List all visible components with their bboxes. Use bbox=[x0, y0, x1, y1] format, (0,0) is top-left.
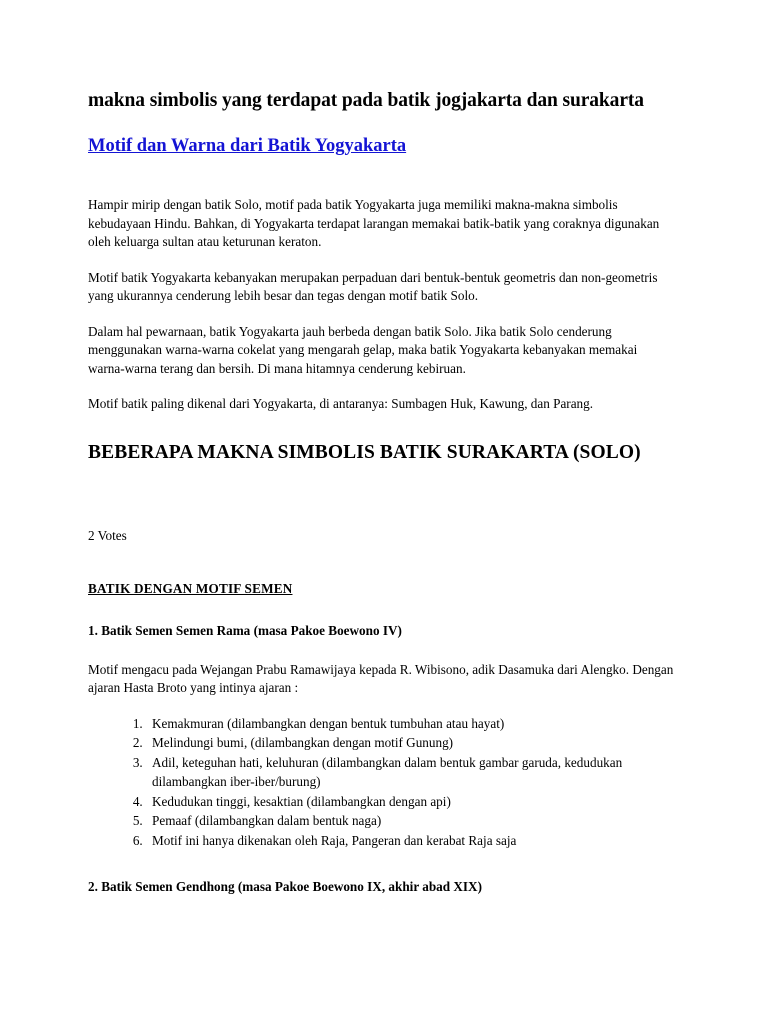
list-item: 1. Kemakmuran (dilambangkan dengan bentuk tumbuhan atau hayat) bbox=[146, 715, 676, 734]
paragraph-2: Motif batik Yogyakarta kebanyakan merupakan perpaduan dari bentuk-bentuk geometris dan non-geometris yang ukurannya cenderung lebih besar dan tegas dengan motif batik Solo. bbox=[88, 269, 658, 304]
paragraph-1: Hampir mirip dengan batik Solo, motif pada batik Yogyakarta juga memiliki makna-makna simbolis kebudayaan Hindu. Bahkan, di Yogyakarta terdapat larangan memakai batik-batik yang coraknya digunakan oleh keluarga sultan atau keturunan keraton. bbox=[88, 197, 660, 250]
section-link-wrapper bbox=[88, 135, 676, 178]
list-item: 2. Melindungi bumi, (dilambangkan dengan motif Gunung) bbox=[146, 734, 676, 753]
paragraph-3: Dalam hal pewarnaan, batik Yogyakarta jauh berbeda dengan batik Solo. Jika batik Solo cenderung menggunakan warna-warna cokelat yang mengarah gelap, maka batik Yogyakarta kebanyakan memakai warna-warna terang dan bersih. Di mana hitamnya cenderung kebiruan. bbox=[88, 323, 638, 376]
paragraph-4: Motif batik paling dikenal dari Yogyakarta, di antaranya: Sumbagen Huk, Kawung, dan Parang. bbox=[88, 396, 594, 412]
section-heading-surakarta: BEBERAPA MAKNA SIMBOLIS BATIK SURAKARTA (SOLO) bbox=[88, 441, 641, 463]
list-item: 5. Pemaaf (dilambangkan dalam bentuk naga) bbox=[146, 812, 676, 831]
item-1-heading: 1. Batik Semen Semen Rama (masa Pakoe Boewono IV) bbox=[88, 623, 402, 639]
item-1-intro: Motif mengacu pada Wejangan Prabu Ramawijaya kepada R. Wibisono, adik Dasamuka dari Alengko. Dengan ajaran Hasta Broto yang intinya ajaran : bbox=[88, 661, 674, 696]
votes-count: 2 Votes bbox=[88, 528, 127, 544]
page-title: makna simbolis yang terdapat pada batik jogjakarta dan surakarta bbox=[88, 90, 644, 111]
item-1-list bbox=[88, 715, 676, 851]
item-2-heading: 2. Batik Semen Gendhong (masa Pakoe Boewono IX, akhir abad XIX) bbox=[88, 878, 482, 894]
list-item: 3. Adil, keteguhan hati, keluhuran (dilambangkan dalam bentuk gambar garuda, kedudukan dilambangkan iber-iber/burung) bbox=[146, 754, 676, 791]
list-item: 6. Motif ini hanya dikenakan oleh Raja, Pangeran dan kerabat Raja saja bbox=[146, 832, 676, 851]
section-heading-link[interactable]: Motif dan Warna dari Batik Yogyakarta bbox=[88, 136, 407, 157]
subsection-heading-semen: BATIK DENGAN MOTIF SEMEN bbox=[88, 580, 293, 596]
list-item: 4. Kedudukan tinggi, kesaktian (dilambangkan dengan api) bbox=[146, 793, 676, 812]
